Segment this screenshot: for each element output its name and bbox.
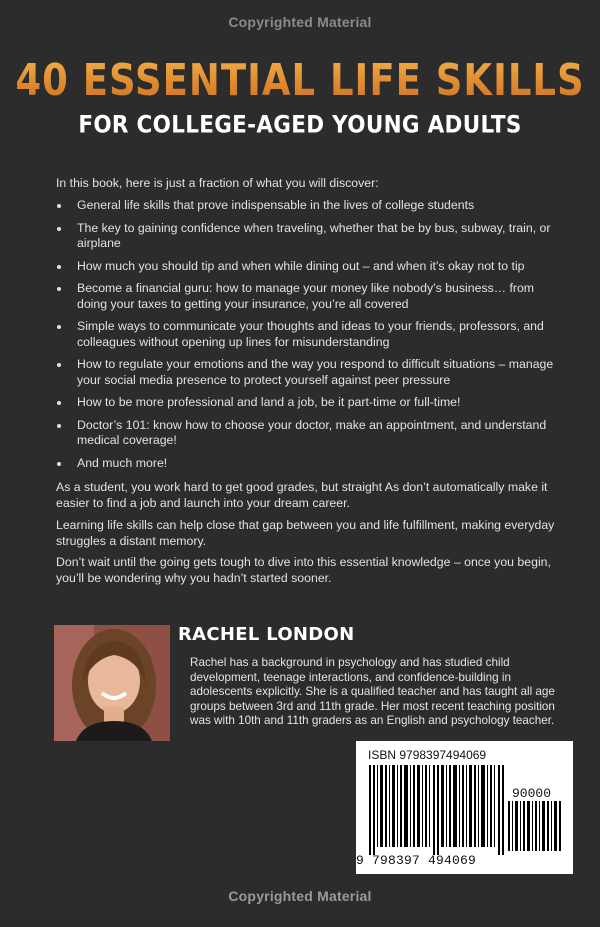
list-item: How to be more professional and land a job, be it part-time or full-time! — [56, 395, 556, 411]
blurb-paragraph: As a student, you work hard to get good grades, but straight As don’t automatically make it easier to find a job and launch into your dream career. — [56, 480, 548, 510]
list-item: Simple ways to communicate your thoughts and ideas to your friends, professors, and colleagues without opening up lines for misunderstanding — [56, 319, 556, 350]
author-portrait-icon — [54, 625, 170, 741]
author-name: RACHEL LONDON — [178, 624, 355, 645]
isbn-barcode — [356, 741, 573, 874]
list-item: Become a financial guru: how to manage your money like nobody’s business… from doing your taxes to getting your insurance, you’re all covered — [56, 281, 556, 312]
list-item: And much more! — [56, 456, 556, 472]
list-item: Doctor’s 101: know how to choose your doctor, make an appointment, and understand medical coverage! — [56, 418, 556, 449]
book-subtitle: FOR COLLEGE-AGED YOUNG ADULTS — [78, 111, 522, 139]
blurb-paragraph: Learning life skills can help close that gap between you and life fulfillment, making everyday struggles a distant memory. — [56, 518, 555, 548]
author-bio: Rachel has a background in psychology and has studied child development, teenage interactions, and confidence-building in adolescents explicitly. She is a qualified teacher and has taught all age groups between 3rd and 11th grade. Her most recent teaching position was with 10th and 11th graders as an English and psychology teacher. — [190, 656, 555, 727]
isbn-digits: 9 798397 494069 — [356, 853, 477, 868]
list-item: How much you should tip and when while dining out – and when it’s okay not to tip — [56, 259, 556, 275]
watermark-bottom: Copyrighted Material — [228, 888, 372, 904]
list-item: The key to gaining confidence when traveling, whether that be by bus, subway, train, or airplane — [56, 221, 556, 252]
barcode-bars-icon — [369, 765, 505, 855]
list-item: General life skills that prove indispensable in the lives of college students — [56, 198, 556, 214]
price-code: 90000 — [512, 786, 552, 801]
list-item: How to regulate your emotions and the way you respond to difficult situations – manage your social media presence to protect yourself against peer pressure — [56, 357, 556, 388]
barcode-addon-icon — [508, 801, 564, 851]
book-title: 40 ESSENTIAL LIFE SKILLS — [0, 55, 600, 106]
blurb-paragraph: Don’t wait until the going gets tough to dive into this essential knowledge – once you begin, you’ll be wondering why you hadn’t started sooner. — [56, 555, 551, 585]
author-photo — [54, 625, 170, 741]
watermark-top: Copyrighted Material — [228, 14, 372, 30]
feature-list — [56, 198, 556, 478]
isbn-label: ISBN 9798397494069 — [368, 748, 487, 762]
blurb-intro: In this book, here is just a fraction of what you will discover: — [56, 176, 379, 190]
